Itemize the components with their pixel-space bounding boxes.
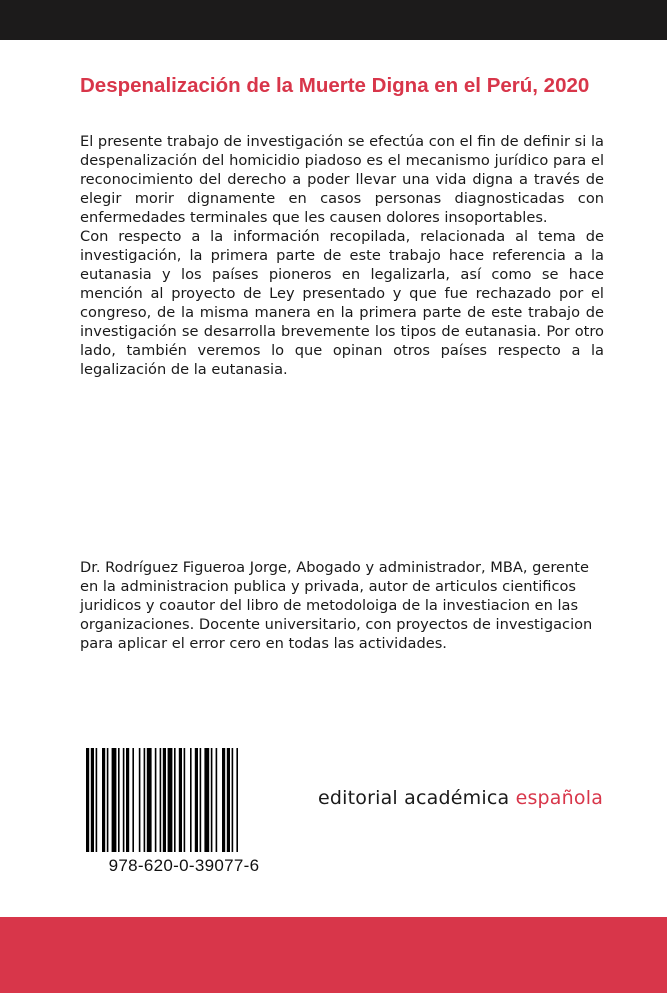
barcode-bar	[86, 748, 89, 852]
abstract-paragraph-1: El presente trabajo de investigación se efectúa con el fin de definir si la despenalización del homicidio piadoso es el mecanismo jurídico para el reconocimiento del derecho a poder llevar una vida digna a través de elegir morir dignamente en casos personas diagnosticadas con enfermedades terminales que les causen dolores insoportables.	[80, 133, 604, 226]
barcode-bar	[102, 748, 105, 852]
barcode-bar	[179, 748, 182, 852]
bottom-band	[0, 917, 667, 993]
barcode-bar	[174, 748, 176, 852]
isbn-number: 978-620-0-39077-6	[108, 856, 260, 875]
barcode-bar	[190, 748, 192, 852]
top-band	[0, 0, 667, 40]
publisher-logo	[318, 787, 618, 809]
barcode-bar	[112, 748, 117, 852]
barcode-bar	[184, 748, 186, 852]
barcode-bar	[160, 748, 162, 852]
barcode-bar	[216, 748, 218, 852]
barcode-bar	[123, 748, 125, 852]
barcode-bar	[118, 748, 120, 852]
barcode-bar	[144, 748, 146, 852]
barcode-block	[86, 748, 282, 880]
barcode-bar	[227, 748, 230, 852]
publisher-name: editorial académica	[318, 787, 516, 809]
barcode-bar	[222, 748, 225, 852]
barcode-bar	[163, 748, 166, 852]
barcode-bar	[236, 748, 238, 852]
barcode-bar	[132, 748, 134, 852]
barcode-bar	[211, 748, 213, 852]
barcode-bar	[126, 748, 129, 852]
barcode-image	[86, 748, 280, 852]
barcode-bar	[168, 748, 173, 852]
barcode-bar	[155, 748, 157, 852]
barcode-bar	[147, 748, 152, 852]
abstract-paragraph-2: Con respecto a la información recopilada, relacionada al tema de investigación, la primera parte de este trabajo hace referencia a la eutanasia y los países pioneros en legalizarla, así como se hace mención al proyecto de Ley presentado y que fue rechazado por el congreso, de la misma manera en la primera parte de este trabajo de investigación se desarrolla brevemente los tipos de eutanasia. Por otro lado, también veremos lo que opinan otros países respecto a la legalización de la eutanasia.	[80, 228, 604, 378]
barcode-bar	[91, 748, 94, 852]
publisher-name-accent: española	[515, 787, 604, 809]
barcode-bar	[204, 748, 209, 852]
barcode-bar	[96, 748, 98, 852]
book-title: Despenalización de la Muerte Digna en el Perú, 2020	[80, 74, 590, 97]
abstract	[80, 132, 604, 379]
barcode-bar	[107, 748, 109, 852]
barcode-bar	[200, 748, 202, 852]
barcode-bar	[139, 748, 141, 852]
barcode-bar	[195, 748, 198, 852]
barcode-bar	[232, 748, 234, 852]
author-bio: Dr. Rodríguez Figueroa Jorge, Abogado y administrador, MBA, gerente en la administracion publica y privada, autor de articulos cientificos juridicos y coautor del libro de metodoloiga de la investiacion en las organizaciones. Docente universitario, con proyectos de investigacion para aplicar el error cero en todas las actividades.	[80, 559, 593, 652]
